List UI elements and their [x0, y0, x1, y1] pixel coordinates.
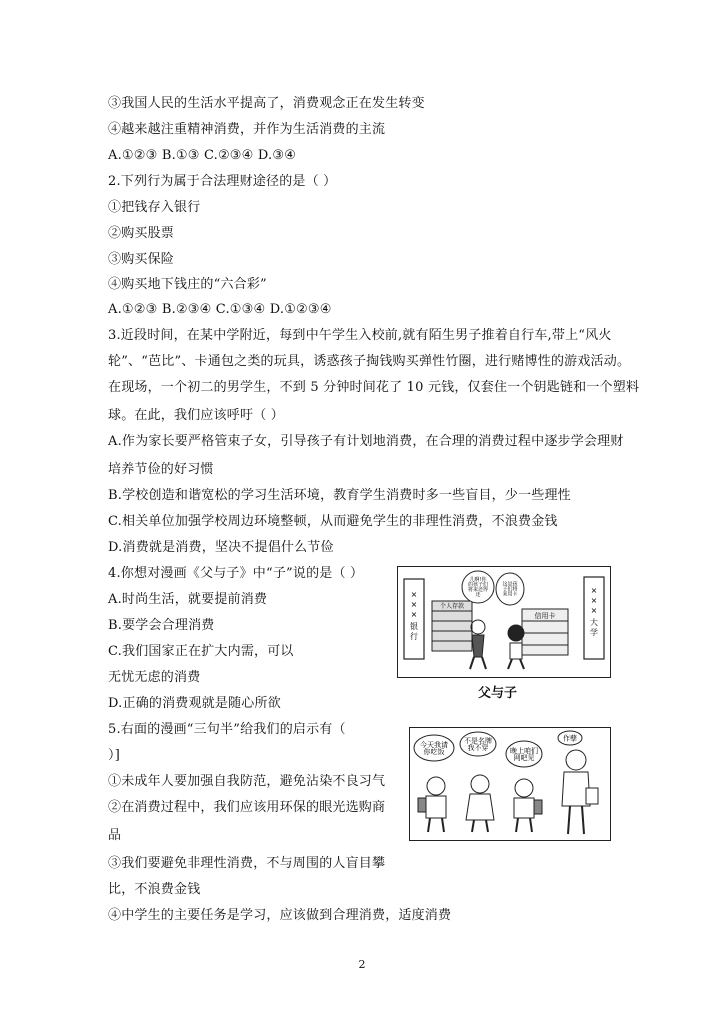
bubble-3-text: 晚上咱们网吧见 [510, 746, 538, 762]
q5-stem-cont: ）] [108, 748, 120, 763]
adult-figure [562, 750, 598, 834]
child-figure-1 [418, 777, 446, 832]
q3-option-c: C.相关单位加强学校周边环境整顿，从而避免学生的非理性消费，不浪费金钱 [108, 514, 558, 529]
q2-options: A.①②③ B.②③④ C.①③④ D.①②③④ [108, 302, 332, 317]
cartoon-three-and-half-drawing [410, 728, 610, 840]
q4-option-c-cont: 无忧无虑的消费 [108, 670, 201, 685]
cartoon-three-and-half-sentences [409, 727, 611, 841]
q3-option-d: D.消费就是消费，坚决不提倡什么节俭 [108, 540, 334, 555]
q2-stem: 2.下列行为属于合法理财途径的是（ ） [108, 174, 337, 189]
cartoon-father-and-son-caption: 父与子 [478, 686, 518, 701]
line-2: ④越来越注重精神消费，并作为生活消费的主流 [108, 122, 386, 137]
cartoon-father-and-son [397, 566, 611, 678]
son-figure [508, 609, 568, 669]
bubble-2-text: 不是名牌我不穿 [464, 736, 492, 752]
q3-option-a-cont: 培养节俭的好习惯 [108, 462, 214, 477]
q5-item-2-cont: 品 [108, 828, 122, 843]
q4-option-c: C.我们国家正在扩大内需，可以 [108, 644, 294, 659]
q4-option-d: D.正确的消费观就是随心所欲 [108, 696, 281, 711]
q2-item-4: ④购买地下钱庄的“六合彩” [108, 277, 267, 292]
q2-item-1: ①把钱存入银行 [108, 200, 201, 215]
father-figure [432, 601, 486, 669]
q3-stem-3: 在现场，一个初二的男学生，不到 5 分钟时间花了 10 元钱，仅套住一个钥匙链和一个塑料 [108, 380, 640, 395]
q4-option-b: B.要学会合理消费 [108, 618, 215, 633]
q5-item-2: ②在消费过程中，我们应该用环保的眼光选购商 [108, 800, 386, 815]
line-1: ③我国人民的生活水平提高了，消费观念正在发生转变 [108, 96, 425, 111]
q5-item-3-cont: 比，不浪费金钱 [108, 882, 201, 897]
page-number: 2 [358, 958, 366, 971]
svg-text:个人存款: 个人存款 [439, 603, 465, 610]
q3-option-b: B.学校创造和谐宽松的学习生活环境，教育学生消费时多一些盲目，少一些理性 [108, 488, 571, 503]
bubble-1-text: 今天我请你吃饭 [420, 740, 448, 756]
q5-item-1: ①未成年人要加强自我防范，避免沾染不良习气 [108, 774, 386, 789]
q3-stem-2: 轮”、“芭比”、卡通包之类的玩具，诱惑孩子掏钱购买弹性竹圈，进行赌博性的游戏活动。 [108, 354, 631, 369]
q2-item-2: ②购买股票 [108, 226, 175, 241]
q2-item-3: ③购买保险 [108, 252, 175, 267]
q1-options: A.①②③ B.①③ C.②③④ D.③④ [108, 148, 297, 163]
q5-item-3: ③我们要避免非理性消费，不与周围的人盲目攀 [108, 856, 386, 871]
q4-stem: 4.你想对漫画《父与子》中“子”说的是（ ） [108, 566, 364, 581]
sign-bank: × × ×银行 [410, 590, 418, 641]
cartoon-father-and-son-drawing [398, 567, 610, 677]
svg-text:信用卡: 信用卡 [534, 612, 556, 620]
q5-stem: 5.右面的漫画“三句半”给我们的启示有（ [108, 722, 346, 737]
child-figure-3 [514, 779, 542, 832]
bubble-son-text: 这是孩子们将来用卡 [502, 581, 518, 598]
q4-option-a: A.时尚生活，就要提前消费 [108, 592, 268, 607]
q3-stem-1: 3.近段时间，在某中学附近，每到中午学生入校前,就有陌生男子推着自行车,带上“风火 [108, 328, 612, 343]
bubble-father-text: 儿啊!你的孩子们将来还得还 [467, 577, 489, 599]
q3-option-a: A.作为家长要严格管束子女，引导孩子有计划地消费，在合理的消费过程中逐步学会理财 [108, 434, 624, 449]
q5-item-4: ④中学生的主要任务是学习，应该做到合理消费，适度消费 [108, 908, 452, 923]
sign-university: × × ×大学 [590, 586, 598, 637]
child-figure-2 [466, 775, 494, 832]
q3-stem-4: 球。在此，我们应该呼吁（ ） [108, 408, 284, 423]
bubble-4-text: 作孽 [563, 734, 577, 743]
